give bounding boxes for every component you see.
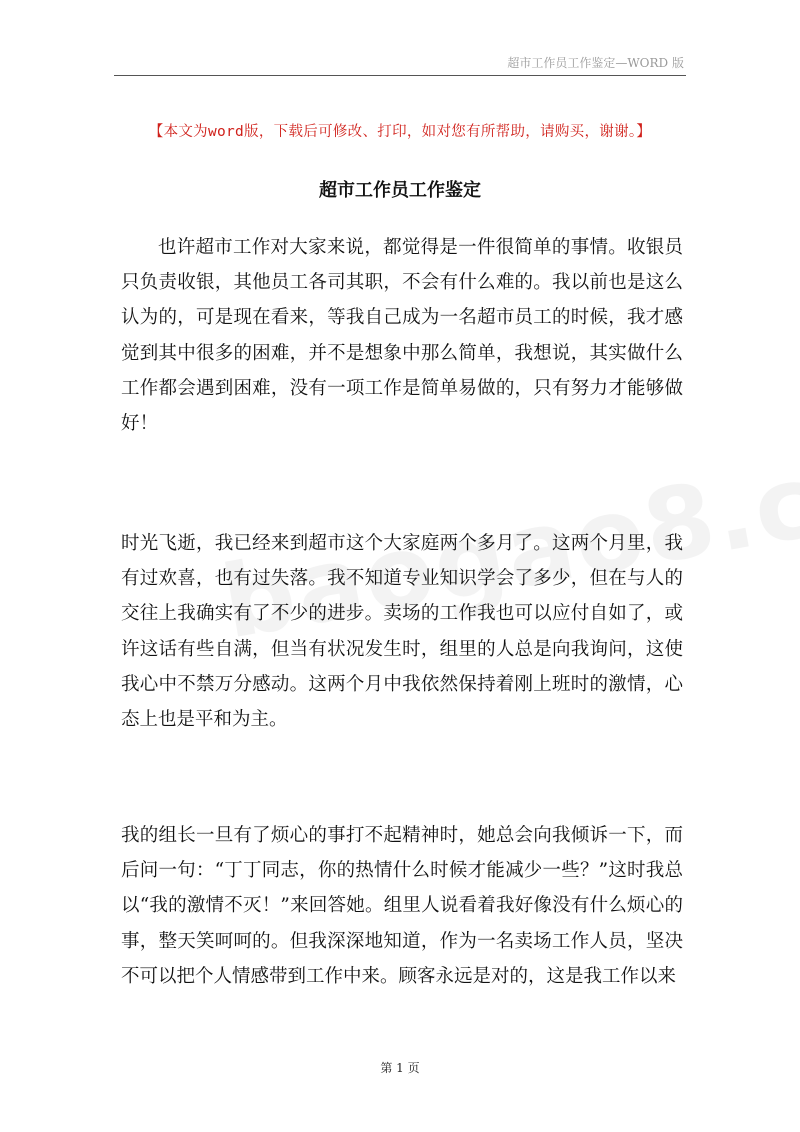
paragraph-1: 也许超市工作对大家来说，都觉得是一件很简单的事情。收银员只负责收银，其他员工各司其职，不会有什么难的。我以前也是这么认为的，可是现在看来，等我自己成为一名超市员工的时候，我才感觉到其中很多的困难，并不是想象中那么简单，我想说，其实做什么工作都会遇到困难，没有一项工作是简单易做的，只有努力才能够做好！ — [121, 237, 683, 435]
page-header-title: 超市工作员工作鉴定—WORD 版 — [507, 56, 684, 70]
document-title: 超市工作员工作鉴定 — [319, 180, 481, 201]
header-divider — [114, 75, 686, 76]
paragraph-3: 我的组长一旦有了烦心的事打不起精神时，她总会向我倾诉一下，而后问一句：“丁丁同志，你的热情什么时候才能减少一些？”这时我总以“我的激情不灭！”来回答她。组里人说看着我好像没有什么烦心的事，整天笑呵呵的。但我深深地知道，作为一名卖场工作人员，坚决不可以把个人情感带到工作中来。顾客永远是对的，这是我工作以来 — [121, 825, 683, 987]
page-number: 第 1 页 — [380, 1061, 420, 1075]
download-notice: 【本文为word版，下载后可修改、打印，如对您有所帮助，请购买，谢谢。】 — [148, 124, 652, 140]
paragraph-2: 时光飞逝，我已经来到超市这个大家庭两个多月了。这两个月里，我有过欢喜，也有过失落。我不知道专业知识学会了多少，但在与人的交往上我确实有了不少的进步。卖场的工作我也可以应付自如了，或许这话有些自满，但当有状况发生时，组里的人总是向我询问，这使我心中不禁万分感动。这两个月中我依然保持着刚上班时的激情，心态上也是平和为主。 — [121, 533, 683, 731]
